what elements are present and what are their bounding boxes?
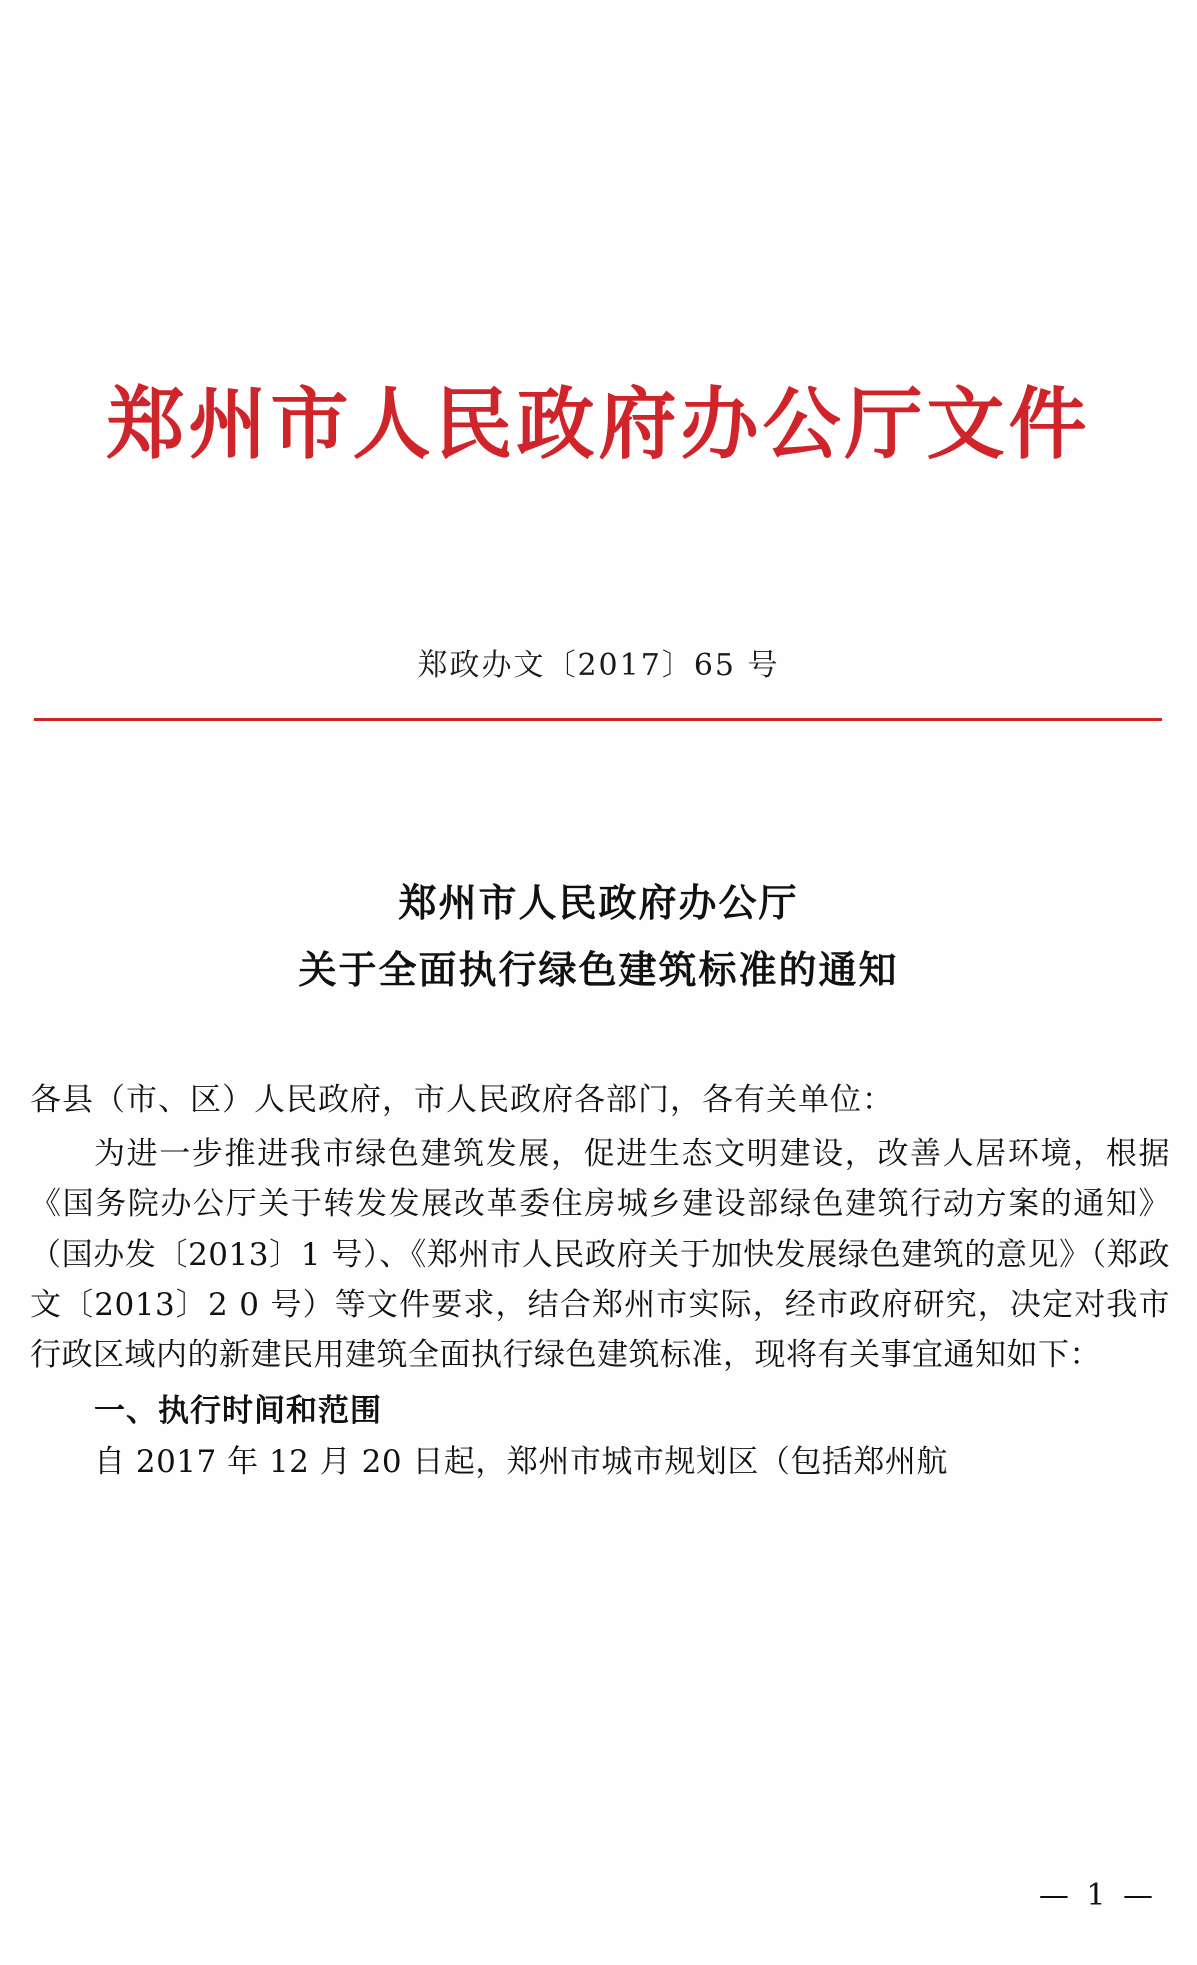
title-line-subject: 关于全面执行绿色建筑标准的通知 [298, 946, 899, 992]
page-number-footer: — 1 — [1038, 1878, 1157, 1913]
body-paragraph-1: 为进一步推进我市绿色建筑发展，促进生态文明建设，改善人居环境，根据《国务院办公厅关于转发发展改革委住房城乡建设部绿色建筑行动方案的通知》（国办发〔2013〕1 号）、《郑州市人民政府关于加快发展绿色建筑的意见》（郑政文〔2013〕2 0 号）等文件要求，结合郑州市实际，经市政府研究，决定对我市行政区域内的新建民用建筑全面执行绿色建筑标准，现将有关事宜通知如下： [30, 1136, 1170, 1374]
masthead-title: 郑州市人民政府办公厅文件 [106, 379, 1091, 470]
masthead [0, 380, 1197, 470]
section-1-paragraph: 自 2017 年 12 月 20 日起，郑州市城市规划区（包括郑州航 [94, 1443, 948, 1480]
salutation: 各县（市、区）人民政府，市人民政府各部门，各有关单位： [30, 1082, 894, 1118]
document-title-block [0, 870, 1197, 1003]
section-heading-1: 一、执行时间和范围 [94, 1393, 382, 1430]
document-number: 郑政办文〔2017〕65 号 [417, 648, 780, 683]
document-body [30, 1075, 1170, 1487]
title-line-issuer: 郑州市人民政府办公厅 [398, 880, 799, 925]
red-divider-rule [34, 718, 1162, 721]
